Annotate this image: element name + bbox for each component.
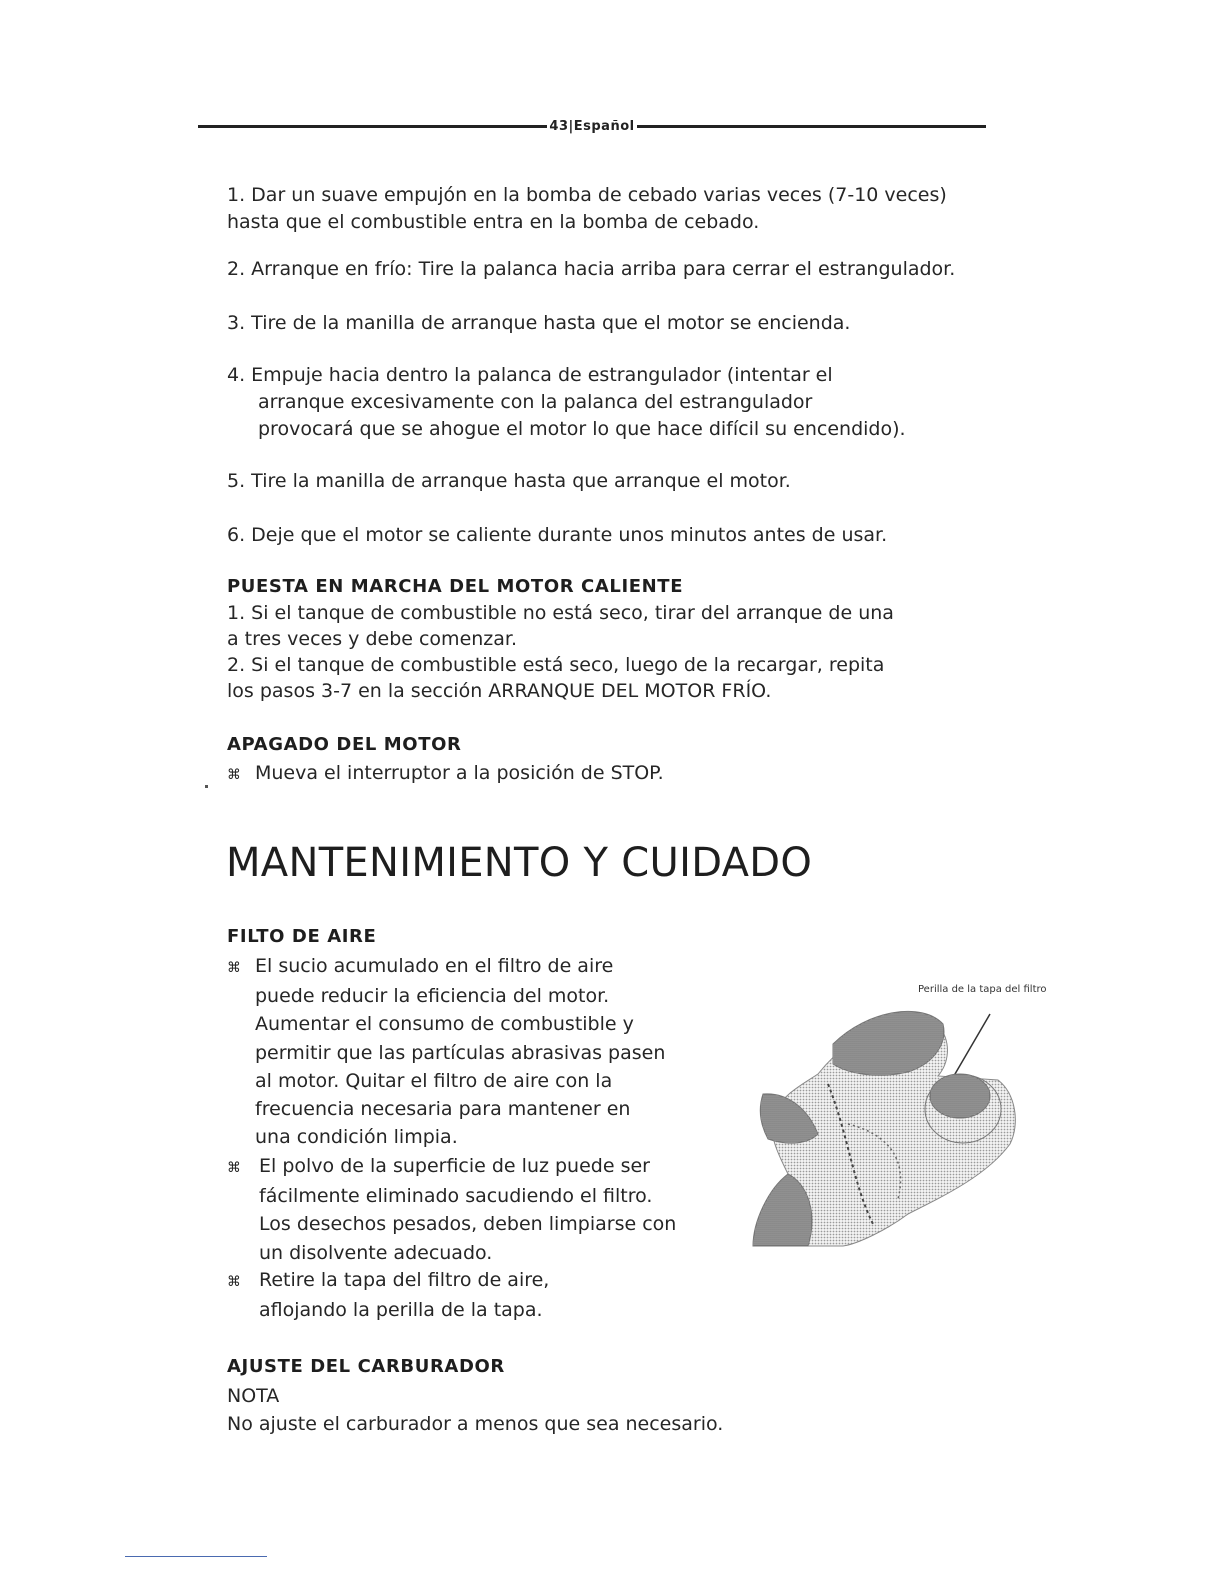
command-bullet-icon: ⌘ <box>227 1160 241 1176</box>
cold-start-step-4 <box>227 362 906 443</box>
step-4-line-3: provocará que se ahogue el motor lo que hace difícil su encendido). <box>258 418 906 440</box>
filter-b2-line-3: Los desechos pesados, deben limpiarse con <box>259 1213 677 1236</box>
cold-start-step-1 <box>227 182 947 236</box>
air-filter-heading: FILTO DE AIRE <box>227 926 377 947</box>
command-bullet-icon: ⌘ <box>227 960 241 976</box>
command-bullet-icon: ⌘ <box>227 1274 241 1290</box>
hot-start-body <box>227 600 894 704</box>
stop-engine-heading: APAGADO DEL MOTOR <box>227 734 462 755</box>
step-1-line-1: 1. Dar un suave empujón en la bomba de cebado varias veces (7-10 veces) <box>227 184 947 206</box>
step-1-line-2: hasta que el combustible entra en la bomba de cebado. <box>227 211 760 233</box>
step-4-line-2: arranque excesivamente con la palanca del estrangulador <box>258 391 813 413</box>
stop-engine-text: Mueva el interruptor a la posición de STOP. <box>255 762 664 784</box>
filter-b3-line-2: aflojando la perilla de la tapa. <box>259 1299 543 1322</box>
hot-start-line-1: 1. Si el tanque de combustible no está seco, tirar del arranque de una <box>227 602 894 624</box>
hot-start-line-3: 2. Si el tanque de combustible está seco, luego de la recargar, repita <box>227 654 885 676</box>
filter-b1-line-4: permitir que las partículas abrasivas pasen <box>255 1041 666 1064</box>
stop-engine-item <box>227 760 664 789</box>
carburetor-note <box>227 1382 723 1438</box>
filter-b1-line-3: Aumentar el consumo de combustible y <box>255 1013 634 1036</box>
air-filter-bullet-1 <box>227 952 665 1151</box>
air-filter-illustration <box>748 984 1080 1254</box>
hot-start-heading: PUESTA EN MARCHA DEL MOTOR CALIENTE <box>227 576 684 597</box>
command-bullet-icon: ⌘ <box>227 767 241 783</box>
filter-b1-line-2: puede reducir la eficiencia del motor. <box>255 985 610 1008</box>
step-4-line-1: 4. Empuje hacia dentro la palanca de estrangulador (intentar el <box>227 364 833 386</box>
note-text: No ajuste el carburador a menos que sea necesario. <box>227 1413 724 1435</box>
cold-start-step-2: 2. Arranque en frío: Tire la palanca hacia arriba para cerrar el estrangulador. <box>227 258 956 280</box>
cold-start-step-5: 5. Tire la manilla de arranque hasta que arranque el motor. <box>227 470 791 492</box>
filter-b2-line-4: un disolvente adecuado. <box>259 1241 493 1264</box>
air-filter-bullet-2 <box>227 1152 676 1267</box>
filter-b3-line-1: Retire la tapa del filtro de aire, <box>259 1269 550 1291</box>
page-header <box>198 114 986 138</box>
filter-b1-line-1: El sucio acumulado en el filtro de aire <box>255 955 614 977</box>
page-number-label: 43|Español <box>549 118 635 134</box>
maintenance-title: MANTENIMIENTO Y CUIDADO <box>226 840 813 886</box>
air-filter-bullet-3 <box>227 1266 549 1324</box>
filter-b1-line-7: una condición limpia. <box>255 1126 458 1149</box>
hot-start-line-4: los pasos 3-7 en la sección ARRANQUE DEL MOTOR FRÍO. <box>227 680 772 702</box>
filter-b2-line-2: fácilmente eliminado sacudiendo el filtro. <box>259 1185 653 1208</box>
hot-start-line-2: a tres veces y debe comenzar. <box>227 628 518 650</box>
cold-start-step-3: 3. Tire de la manilla de arranque hasta que el motor se encienda. <box>227 312 851 334</box>
filter-b2-line-1: El polvo de la superficie de luz puede ser <box>259 1155 650 1177</box>
header-rule-right <box>637 125 986 128</box>
header-rule-left <box>198 125 547 128</box>
figure-caption: Perilla de la tapa del filtro <box>918 984 1047 995</box>
cold-start-step-6: 6. Deje que el motor se caliente durante unos minutos antes de usar. <box>227 524 888 546</box>
cap-knob-top <box>930 1074 990 1118</box>
scan-speck <box>205 785 208 788</box>
filter-b1-line-5: al motor. Quitar el filtro de aire con la <box>255 1069 613 1092</box>
footer-rule <box>125 1556 267 1557</box>
carburetor-heading: AJUSTE DEL CARBURADOR <box>227 1356 505 1377</box>
filter-b1-line-6: frecuencia necesaria para mantener en <box>255 1098 631 1121</box>
note-label: NOTA <box>227 1385 280 1407</box>
